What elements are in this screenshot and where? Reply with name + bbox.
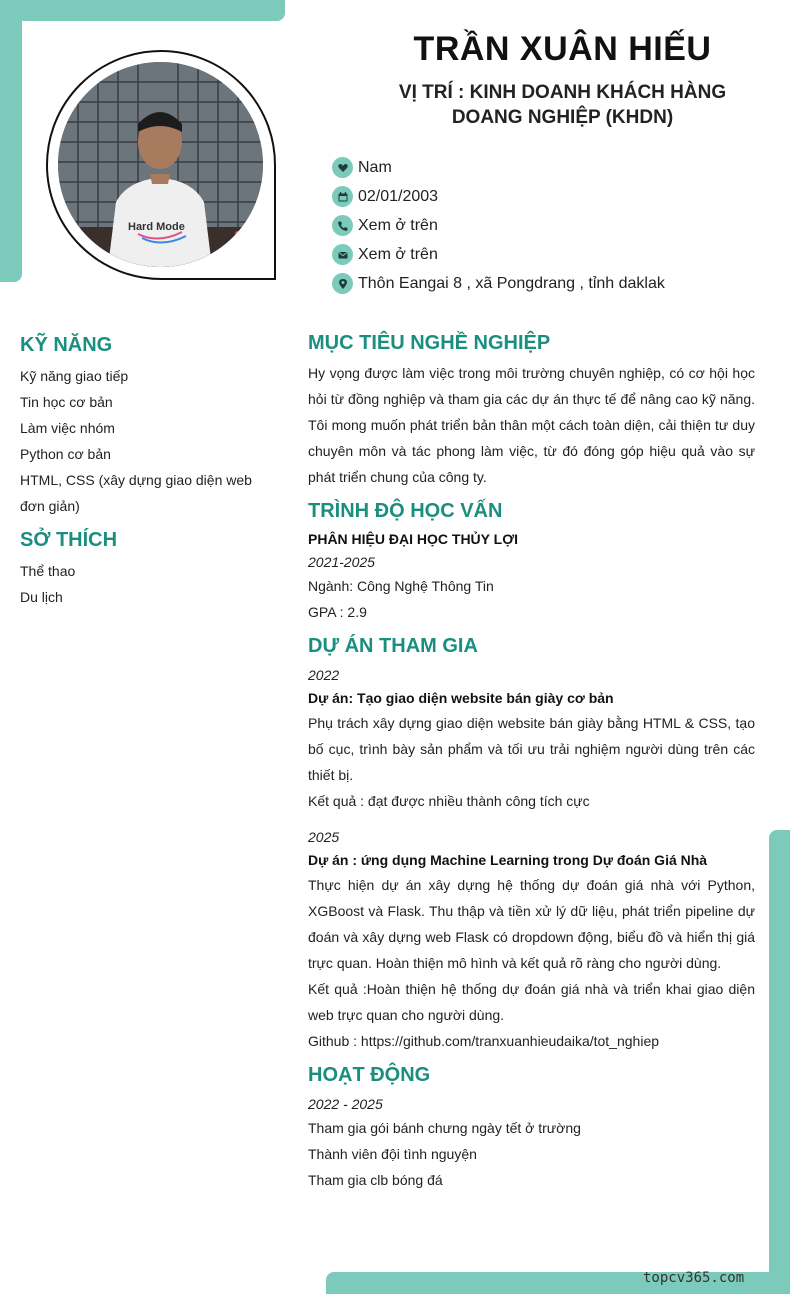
project-result: Kết quả :Hoàn thiện hệ thống dự đoán giá nhà và triển khai giao diện web trực quan cho người dùng. — [308, 981, 755, 1023]
activities-title: HOẠT ĐỘNG — [308, 1064, 431, 1086]
education-major: Ngành: Công Nghệ Thông Tin — [308, 578, 494, 594]
skill-item: Làm việc nhóm — [20, 420, 115, 436]
skill-item: Tin học cơ bản — [20, 394, 113, 410]
job-position — [340, 80, 785, 130]
contact-phone — [332, 211, 772, 240]
project-year: 2025 — [308, 829, 340, 845]
activities-years: 2022 - 2025 — [308, 1096, 383, 1112]
contact-value: Xem ở trên — [358, 216, 438, 234]
project-year: 2022 — [308, 667, 340, 683]
calendar-icon — [332, 186, 353, 207]
contact-value: 02/01/2003 — [358, 187, 439, 205]
school-name: PHÂN HIỆU ĐẠI HỌC THỦY LỢI — [308, 531, 519, 547]
decor-left-bar — [0, 0, 22, 282]
contact-birthday — [332, 182, 772, 211]
svg-text:Hard Mode: Hard Mode — [128, 221, 185, 233]
activities-section — [308, 1064, 755, 1193]
objective-title: MỤC TIÊU NGHỀ NGHIỆP — [308, 332, 551, 354]
skills-title: KỸ NĂNG — [20, 334, 113, 356]
objective-text: Hy vọng được làm việc trong môi trường chuyên nghiệp, có cơ hội học hỏi từ đồng nghiệp và tham gia các dự án thực tế để nâng cao kỹ năng. Tôi mong muốn phát triển bản thân một cách toàn diện, cải thiện tư duy chuyên môn và tác phong làm việc, từ đó đóng góp hiệu quả vào sự phát triển chung của công ty. — [308, 365, 755, 485]
contact-value: Thôn Eangai 8 , xã Pongdrang , tỉnh daklak — [358, 274, 665, 292]
activity-item: Tham gia gói bánh chưng ngày tết ở trường — [308, 1120, 581, 1136]
projects-section — [308, 635, 755, 1054]
left-column — [20, 334, 280, 610]
decor-top-bar — [0, 0, 285, 21]
project-item — [308, 664, 755, 814]
hobby-item: Du lịch — [20, 589, 63, 605]
contact-value: Nam — [358, 158, 392, 176]
skills-list — [20, 363, 280, 519]
education-section — [308, 500, 755, 625]
project-name: Dự án: Tạo giao diện website bán giày cơ bản — [308, 690, 614, 706]
avatar — [58, 62, 263, 267]
projects-title: DỰ ÁN THAM GIA — [308, 635, 478, 657]
education-title: TRÌNH ĐỘ HỌC VẤN — [308, 500, 503, 522]
skill-item: HTML, CSS (xây dựng giao diện web đơn giản) — [20, 472, 252, 514]
right-column — [308, 332, 755, 1203]
project-github-link[interactable]: Github : https://github.com/tranxuanhieudaika/tot_nghiep — [308, 1033, 660, 1049]
education-gpa: GPA : 2.9 — [308, 604, 367, 620]
location-icon — [332, 273, 353, 294]
hobbies-title: SỞ THÍCH — [20, 529, 118, 551]
candidate-name: TRẦN XUÂN HIẾU — [413, 30, 712, 68]
skill-item: Python cơ bản — [20, 446, 111, 462]
contact-email — [332, 240, 772, 269]
project-description: Phụ trách xây dựng giao diện website bán giày bằng HTML & CSS, tạo bố cục, trình bày sản phẩm và tối ưu trải nghiệm người dùng trên các thiết bị. — [308, 715, 755, 783]
gender-icon — [332, 157, 353, 178]
activity-item: Tham gia clb bóng đá — [308, 1172, 443, 1188]
skill-item: Kỹ năng giao tiếp — [20, 368, 129, 384]
contact-gender — [332, 153, 772, 182]
project-name: Dự án : ứng dụng Machine Learning trong Dự đoán Giá Nhà — [308, 852, 708, 868]
email-icon — [332, 244, 353, 265]
activity-item: Thành viên đội tình nguyện — [308, 1146, 477, 1162]
hobby-item: Thể thao — [20, 563, 76, 579]
project-description: Thực hiện dự án xây dựng hệ thống dự đoán giá nhà với Python, XGBoost và Flask. Thu thập và tiền xử lý dữ liệu, phát triển pipeline dự đoán và xây dựng web Flask có dropdown động, biểu đồ và hiển thị giá trực quan. Hoàn thiện mô hình và kết quả rõ ràng cho người dùng. — [308, 877, 755, 971]
contact-info — [332, 153, 772, 298]
project-result: Kết quả : đạt được nhiều thành công tích cực — [308, 793, 590, 809]
education-years: 2021-2025 — [308, 554, 375, 570]
objective-section — [308, 332, 755, 490]
decor-right-bar — [769, 830, 790, 1294]
phone-icon — [332, 215, 353, 236]
watermark: topcv365.com — [643, 1270, 745, 1286]
hobbies-list — [20, 558, 280, 610]
contact-value: Xem ở trên — [358, 245, 438, 263]
position-line-1: VỊ TRÍ : KINH DOANH KHÁCH HÀNG — [398, 82, 727, 103]
position-line-2: DOANG NGHIỆP (KHDN) — [451, 107, 674, 128]
project-item — [308, 826, 755, 1054]
contact-address — [332, 269, 772, 298]
